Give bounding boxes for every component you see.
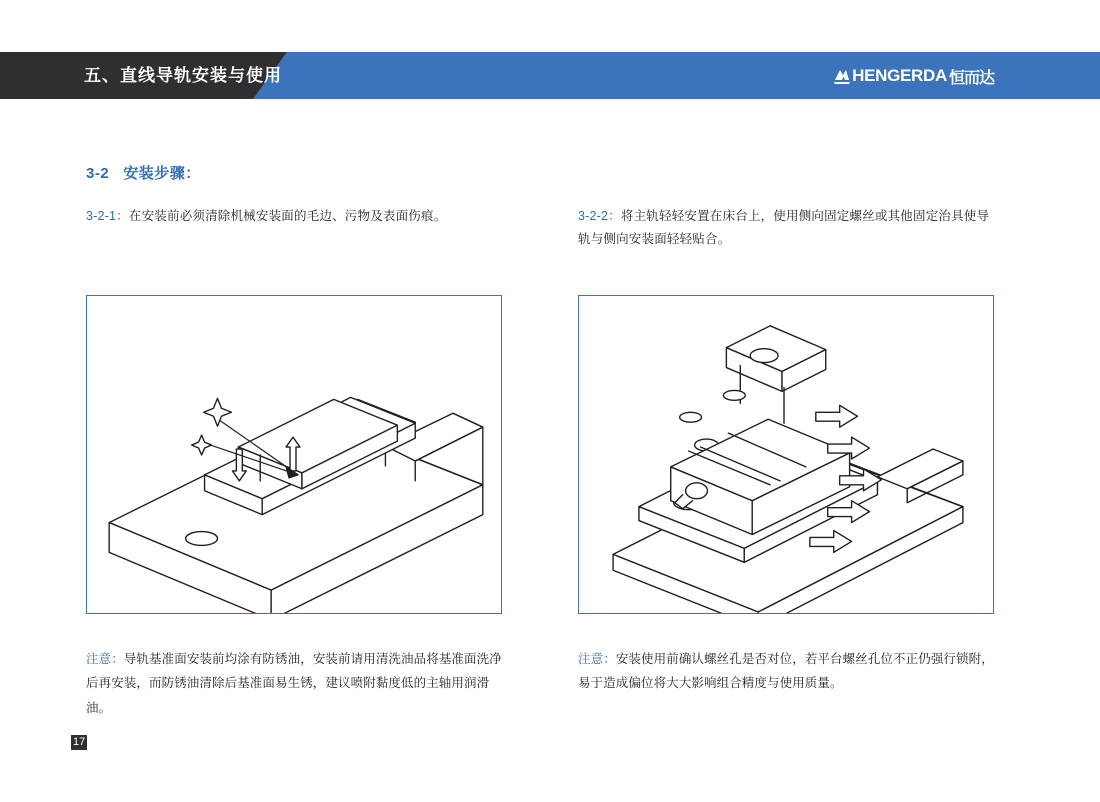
step-body-1: 在安装前必须清除机械安装面的毛边、污物及表面伤痕。 [128,209,447,223]
step-id-1: 3-2-1： [86,209,129,223]
logo-text-en: HENGERDA [852,66,947,85]
step-id-2: 3-2-2： [578,209,621,223]
brand-logo [833,64,994,88]
step-block-right [578,205,996,251]
figure-rail-mounting [578,295,994,614]
note-label-left: 注意： [86,652,124,666]
note-right [578,647,996,696]
note-left [86,647,504,720]
logo-mark-icon [833,67,851,85]
note-label-right: 注意： [578,652,616,666]
step-paragraph-2 [578,205,996,251]
note-text-right: 安装使用前确认螺丝孔是否对位，若平台螺丝孔位不正仍强行锁附，易于造成偏位将大大影响组合精度与使用质量。 [578,652,994,691]
logo-text-cn: 恒而达 [948,69,994,87]
page-header [0,52,1100,99]
section-heading [86,162,201,183]
note-text-left: 导轨基准面安装前均涂有防锈油，安装前请用清洗油品将基准面洗净后再安装，而防锈油清除后基准面易生锈，建议喷附黏度低的主轴用润滑油。 [86,652,502,715]
section-number: 3-2 [86,165,110,182]
page-number: 17 [73,736,86,748]
step-paragraph-1 [86,205,504,228]
section-title: 安装步骤： [123,165,201,182]
figure-rail-cleaning [86,295,502,614]
page-title: 五、直线导轨安装与使用 [84,66,282,85]
step-body-2: 将主轨轻轻安置在床台上，使用侧向固定螺丝或其他固定治具使导轨与侧向安装面轻轻贴合。 [578,209,990,247]
step-block-left [86,205,504,228]
